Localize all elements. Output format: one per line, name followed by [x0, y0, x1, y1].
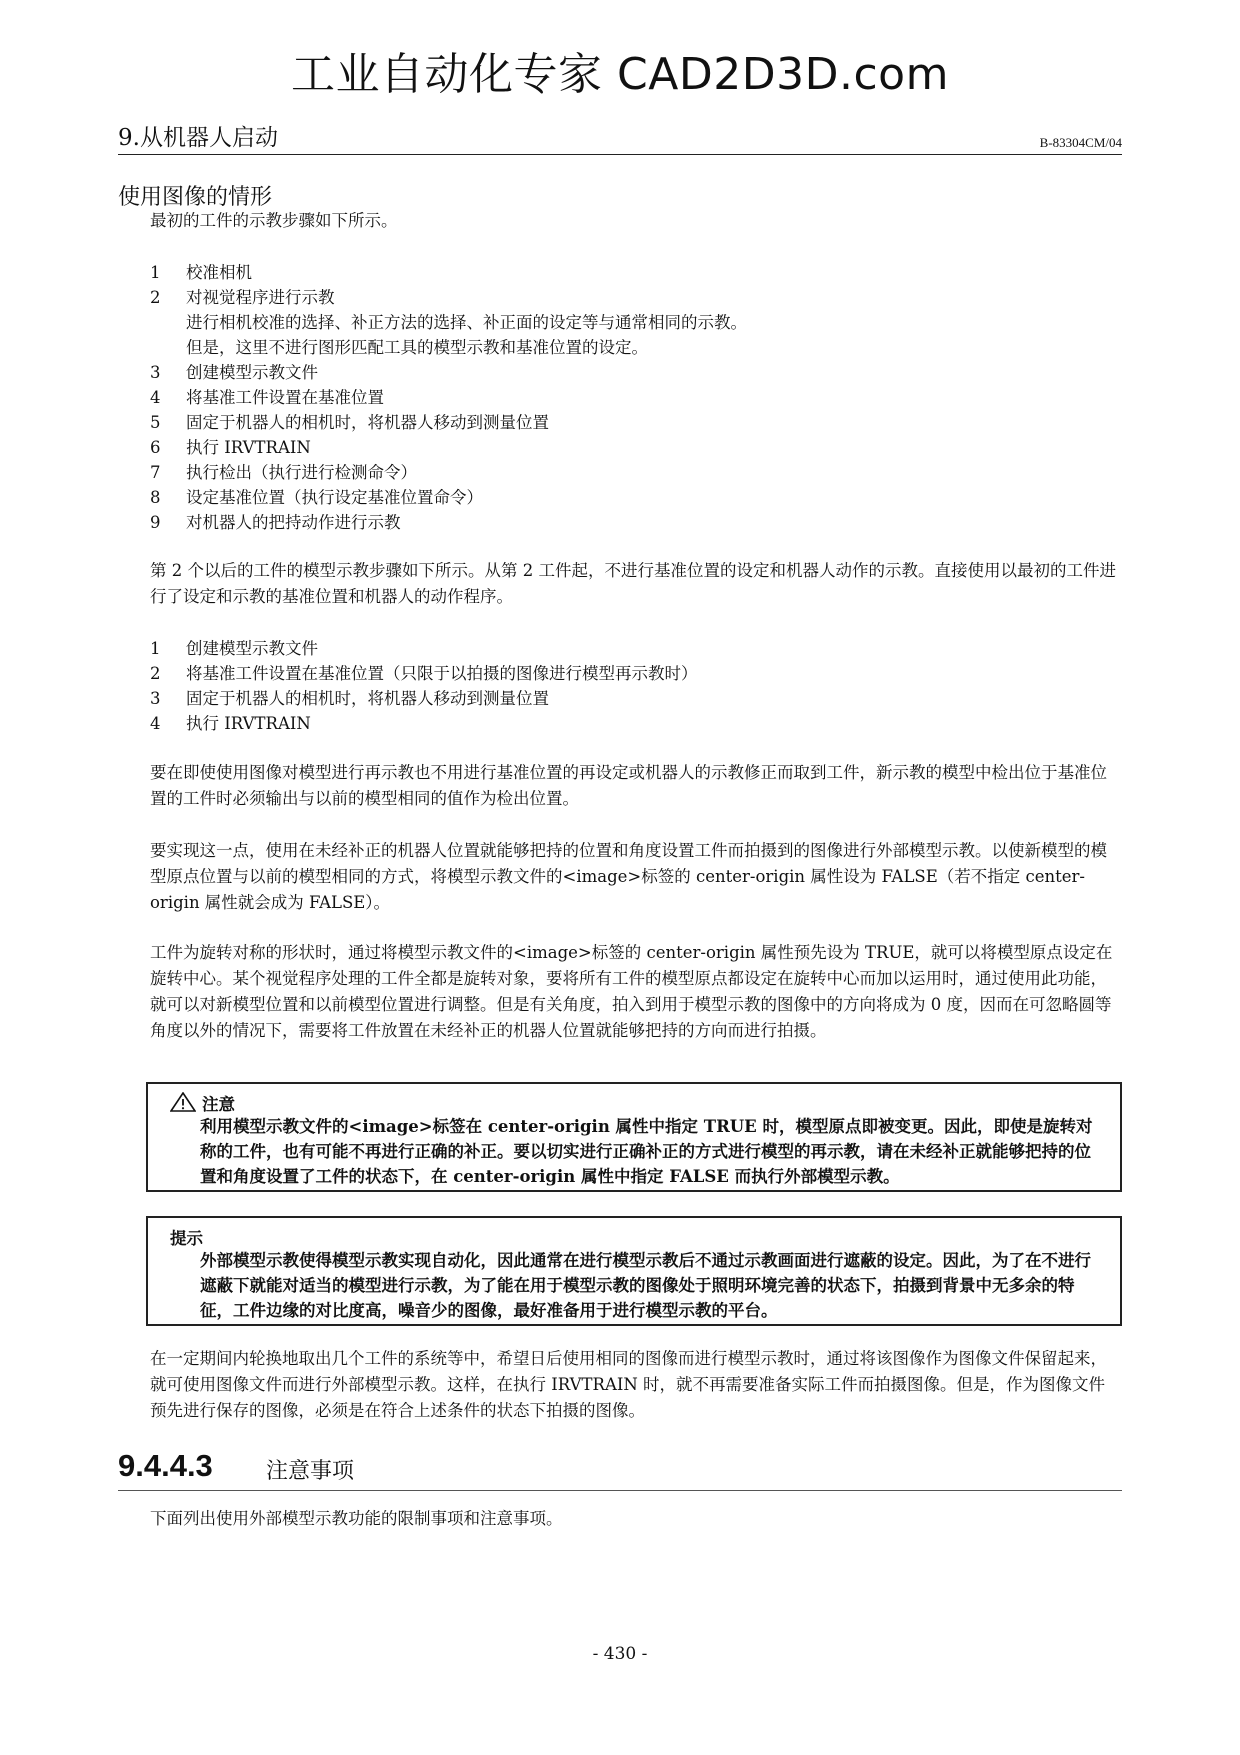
document-number: B-83304CM/04: [1039, 135, 1122, 150]
list-item: 1 创建模型示教文件: [150, 639, 318, 658]
subsection-number: 9.4.4.3: [118, 1448, 213, 1483]
rotation-paragraph: 工件为旋转对称的形状时，通过将模型示教文件的<image>标签的 center-origin 属性预先设为 TRUE，就可以将模型原点设定在旋转中心。某个视觉程序处理的工件全都是旋转对象，要将所有工件的模型原点都设定在旋转中心而加以运用时，通过使用此功能，就可以对新模型位置和以前模型位置进行调整。但是有关角度，拍入到用于模型示教的图像中的方向将成为 0 度，因而在可忽略圆等角度以外的情况下，需要将工件放置在未经补正的机器人位置就能够把持的方向而进行拍摄。: [150, 943, 1113, 1040]
list-item: 3 创建模型示教文件: [150, 363, 318, 382]
hint-title: 提示: [170, 1229, 203, 1248]
list-item: 5 固定于机器人的相机时，将机器人移动到测量位置: [150, 413, 549, 432]
hint-box: [146, 1216, 1122, 1326]
second-steps-list: [150, 636, 1120, 736]
warning-icon: [170, 1092, 196, 1116]
list-item: 2 对视觉程序进行示教: [150, 288, 335, 307]
list-item-note: 但是，这里不进行图形匹配工具的模型示教和基准位置的设定。: [186, 338, 648, 357]
subsection-heading: [118, 1446, 1122, 1491]
realize-paragraph: 要实现这一点，使用在未经补正的机器人位置就能够把持的位置和角度设置工件而拍摄到的图像进行外部模型示教。以使新模型的模型原点位置与以前的模型相同的方式，将模型示教文件的<image>标签的 center-origin 属性设为 FALSE（若不指定 center-origin 属性就会成为 FALSE）。: [150, 841, 1107, 912]
hint-body: 外部模型示教使得模型示教实现自动化，因此通常在进行模型示教后不通过示教画面进行遮蔽的设定。因此，为了在不进行遮蔽下就能对适当的模型进行示教，为了能在用于模型示教的图像处于照明环境完善的状态下，拍摄到背景中无多余的特征，工件边缘的对比度高，噪音少的图像，最好准备用于进行模型示教的平台。: [200, 1251, 1091, 1320]
list-item: 3 固定于机器人的相机时，将机器人移动到测量位置: [150, 689, 549, 708]
list-item-note: 进行相机校准的选择、补正方法的选择、补正面的设定等与通常相同的示教。: [186, 313, 747, 332]
caution-body: 利用模型示教文件的<image>标签在 center-origin 属性中指定 TRUE 时，模型原点即被变更。因此，即使是旋转对称的工件，也有可能不再进行正确的补正。要以切实进行正确补正的方式进行模型的再示教，请在未经补正就能够把持的位置和角度设置了工件的状态下，在 center-origin 属性中指定 FALSE 而执行外部模型示教。: [200, 1117, 1093, 1186]
list-item: 6 执行 IRVTRAIN: [150, 438, 311, 457]
chapter-title: 9.从机器人启动: [118, 125, 278, 151]
first-steps-list: [150, 260, 1120, 535]
page-header: [118, 122, 1122, 155]
subsection-title: 注意事项: [266, 1459, 355, 1484]
notes-intro-paragraph: 下面列出使用外部模型示教功能的限制事项和注意事项。: [150, 1509, 563, 1528]
list-item: 8 设定基准位置（执行设定基准位置命令）: [150, 488, 483, 507]
page-number: - 430 -: [592, 1644, 648, 1664]
list-item: 4 将基准工件设置在基准位置: [150, 388, 384, 407]
image-file-paragraph: 在一定期间内轮换地取出几个工件的系统等中，希望日后使用相同的图像而进行模型示教时，通过将该图像作为图像文件保留起来，就可使用图像文件而进行外部模型示教。这样，在执行 IRVTRAIN 时，就不再需要准备实际工件而拍摄图像。但是，作为图像文件预先进行保存的图像，必须是在符合上述条件的状态下拍摄的图像。: [150, 1349, 1107, 1420]
list-item: 1 校准相机: [150, 263, 252, 282]
watermark: 工业自动化专家 CAD2D3D.com: [291, 49, 949, 100]
retrain-paragraph: 要在即使使用图像对模型进行再示教也不用进行基准位置的再设定或机器人的示教修正而取到工件，新示教的模型中检出位于基准位置的工件时必须输出与以前的模型相同的值作为检出位置。: [150, 763, 1107, 808]
second-workpiece-paragraph: 第 2 个以后的工件的模型示教步骤如下所示。从第 2 工件起，不进行基准位置的设定和机器人动作的示教。直接使用以最初的工件进行了设定和示教的基准位置和机器人的动作程序。: [150, 561, 1116, 606]
list-item: 2 将基准工件设置在基准位置（只限于以拍摄的图像进行模型再示教时）: [150, 664, 698, 683]
caution-box: [146, 1082, 1122, 1192]
list-item: 4 执行 IRVTRAIN: [150, 714, 311, 733]
intro-paragraph: 最初的工件的示教步骤如下所示。: [150, 211, 398, 230]
caution-title: 注意: [170, 1091, 235, 1116]
list-item: 9 对机器人的把持动作进行示教: [150, 513, 401, 532]
section-title: 使用图像的情形: [118, 185, 273, 210]
list-item: 7 执行检出（执行进行检测命令）: [150, 463, 417, 482]
